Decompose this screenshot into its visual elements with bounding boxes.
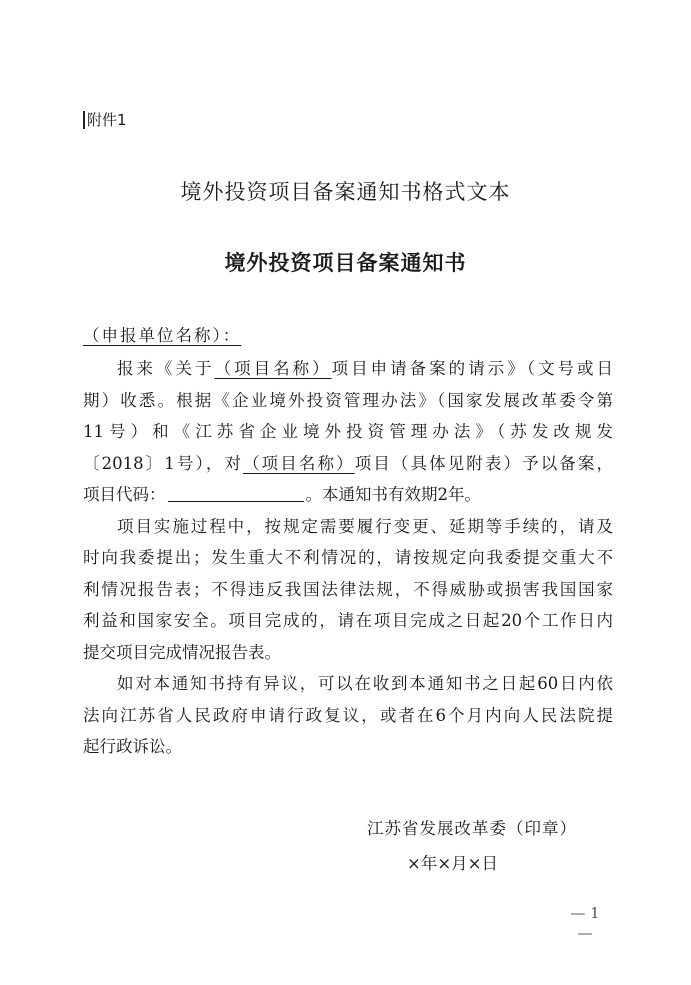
paragraph-1-line-4 bbox=[83, 448, 613, 480]
text-segment: 项目申请备案的请示》（文号或日 bbox=[331, 359, 614, 378]
paragraph-3-line-2: 法向江苏省人民政府申请行政复议，或者在6个月内向人民法院提 bbox=[83, 705, 613, 725]
addressee-line: （申报单位名称）： bbox=[83, 326, 242, 345]
text-segment: 报来《关于 bbox=[117, 359, 215, 378]
notice-body bbox=[83, 353, 613, 763]
text-segment: 〔2018〕1号），对 bbox=[83, 453, 244, 473]
paragraph-2-line-1: 项目实施过程中，按规定需要履行变更、延期等手续的，请及 bbox=[117, 516, 613, 536]
project-code-label: 项目代码： bbox=[83, 485, 166, 504]
project-code-blank bbox=[168, 483, 304, 502]
paragraph-1-line-2: 期）收悉。根据《企业境外投资管理办法》（国家发展改革委令第 bbox=[83, 390, 613, 410]
paragraph-3-line-1: 如对本通知书持有异议，可以在收到本通知书之日起60日内依 bbox=[117, 674, 613, 693]
text-segment: 。本通知书有效期2年。 bbox=[305, 485, 481, 504]
attachment-label: 附件1 bbox=[83, 111, 127, 129]
paragraph-3-line-3: 起行政诉讼。 bbox=[83, 737, 182, 756]
project-name-placeholder: （项目名称） bbox=[214, 359, 332, 378]
paragraph-1-line-5 bbox=[83, 479, 613, 511]
page-number: — 1 — bbox=[570, 904, 600, 942]
paragraph-2-line-3: 利情况报告表；不得违反我国法律法规，不得威胁或损害我国国家 bbox=[83, 579, 613, 599]
paragraph-2-line-5: 提交项目完成情况报告表。 bbox=[83, 642, 281, 662]
notice-title: 境外投资项目备案通知书 bbox=[224, 251, 467, 275]
paragraph-1-line-3: 11号）和《江苏省企业境外投资管理办法》（苏发改规发 bbox=[83, 422, 613, 441]
issuer-signature: 江苏省发展改革委（印章） bbox=[367, 819, 577, 838]
document-title: 境外投资项目备案通知书格式文本 bbox=[180, 180, 511, 204]
text-segment: 项目（具体见附表）予以备案， bbox=[354, 453, 614, 473]
issue-date: ×年×月×日 bbox=[407, 854, 498, 873]
project-name-placeholder: （项目名称） bbox=[243, 453, 355, 473]
paragraph-2-line-4: 利益和国家安全。项目完成的，请在项目完成之日起20个工作日内 bbox=[83, 611, 613, 630]
paragraph-1-line-1 bbox=[83, 353, 613, 385]
paragraph-2-line-2: 时向我委提出；发生重大不利情况的，请按规定向我委提交重大不 bbox=[83, 548, 613, 567]
